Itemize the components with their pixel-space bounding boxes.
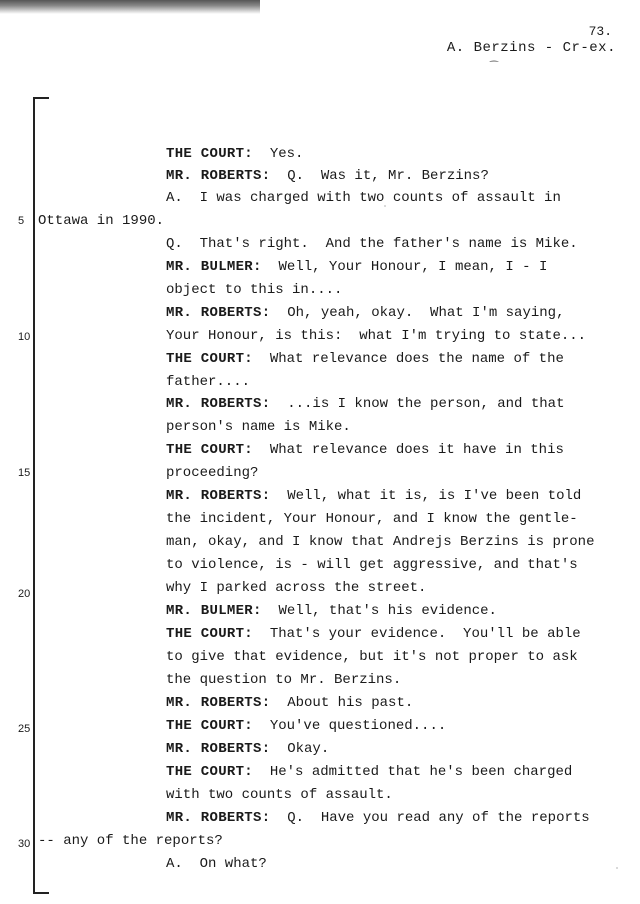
speaker-label: MR. ROBERTS: [166,305,271,321]
transcript-line [166,510,578,528]
transcript-line [166,740,329,758]
speaker-label: MR. BULMER: [166,603,262,619]
transcript-line [166,395,564,413]
transcript-line [166,763,572,781]
transcript-line [166,189,561,207]
line-text: man, okay, and I know that Andrejs Berzins is prone [166,534,595,550]
line-text: Q. Was it, Mr. Berzins? [270,168,489,184]
line-text: to give that evidence, but it's not proper to ask [166,649,578,665]
speaker-label: THE COURT: [166,764,254,780]
transcript-line [166,786,393,804]
scan-speck: ⁀ [490,63,499,74]
speaker-label: THE COURT: [166,351,254,367]
line-text: Oh, yeah, okay. What I'm saying, [270,305,565,321]
line-text: with two counts of assault. [166,787,393,803]
line-text: person's name is Mike. [166,419,351,435]
line-text: Okay. [270,741,330,757]
transcript-line [166,235,578,253]
line-text: the incident, Your Honour, and I know the gentle- [166,511,578,527]
speaker-label: THE COURT: [166,146,254,162]
line-number: 20 [18,588,31,600]
transcript-line [166,145,303,163]
transcript-line [166,350,564,368]
transcript-line [166,602,497,620]
scan-speck: ˙ [614,868,621,879]
page-number: 73. [588,24,612,39]
line-number: 30 [18,838,31,850]
speaker-label: MR. BULMER: [166,259,262,275]
line-text: Yes. [253,146,304,162]
transcript-line [166,418,351,436]
transcript-line [38,212,164,230]
transcript-line [166,167,489,185]
speaker-label: THE COURT: [166,442,254,458]
line-text: A. On what? [166,856,267,872]
line-text: What relevance does it have in this [253,442,564,458]
line-text: -- any of the reports? [38,833,223,849]
line-text: What relevance does the name of the [253,351,564,367]
line-number: 25 [18,723,31,735]
line-text: father.... [166,374,251,390]
transcript-line [166,487,581,505]
speaker-label: MR. ROBERTS: [166,396,271,412]
transcript-line [166,258,547,276]
line-text: object to this in.... [166,282,343,298]
transcript-line [166,556,578,574]
line-text: You've questioned.... [253,718,447,734]
speaker-label: THE COURT: [166,626,254,642]
speaker-label: THE COURT: [166,718,254,734]
line-number: 10 [18,331,31,343]
line-text: About his past. [270,695,414,711]
transcript-line [166,809,590,827]
transcript-line [166,648,578,666]
speaker-label: MR. ROBERTS: [166,810,271,826]
scan-edge-shadow [0,0,260,14]
scan-speck: ˙ [382,206,389,217]
speaker-label: MR. ROBERTS: [166,695,271,711]
speaker-label: MR. ROBERTS: [166,488,271,504]
transcript-line [166,855,267,873]
transcript-line [166,717,446,735]
line-number: 15 [18,467,31,479]
line-text: proceeding? [166,465,259,481]
speaker-label: MR. ROBERTS: [166,741,271,757]
line-text: Well, Your Honour, I mean, I - I [261,259,548,275]
transcript-line [166,304,564,322]
speaker-label: MR. ROBERTS: [166,168,271,184]
transcript-line [166,373,250,391]
transcript-line [166,281,342,299]
line-text: Q. Have you read any of the reports [270,810,590,826]
line-text: Well, that's his evidence. [261,603,497,619]
line-text: Your Honour, is this: what I'm trying to state... [166,328,587,344]
transcript-line [166,625,581,643]
line-text: A. I was charged with two counts of assault in [166,190,561,206]
line-text: He's admitted that he's been charged [253,764,573,780]
line-text: ...is I know the person, and that [270,396,565,412]
transcript-line [166,441,564,459]
transcript-line [166,694,413,712]
witness-header: A. Berzins - Cr-ex. [446,40,616,56]
line-text: the question to Mr. Berzins. [166,672,402,688]
line-text: That's your evidence. You'll be able [253,626,581,642]
transcript-line [166,464,258,482]
transcript-line [166,671,401,689]
transcript-line [166,327,586,345]
line-text: why I parked across the street. [166,580,427,596]
line-text: Q. That's right. And the father's name is Mike. [166,236,578,252]
line-text: to violence, is - will get aggressive, and that's [166,557,578,573]
transcript-line [166,579,426,597]
line-text: Well, what it is, is I've been told [270,488,582,504]
transcript-line [38,832,223,850]
line-number: 5 [18,215,25,227]
transcript-line [166,533,594,551]
line-text: Ottawa in 1990. [38,213,165,229]
